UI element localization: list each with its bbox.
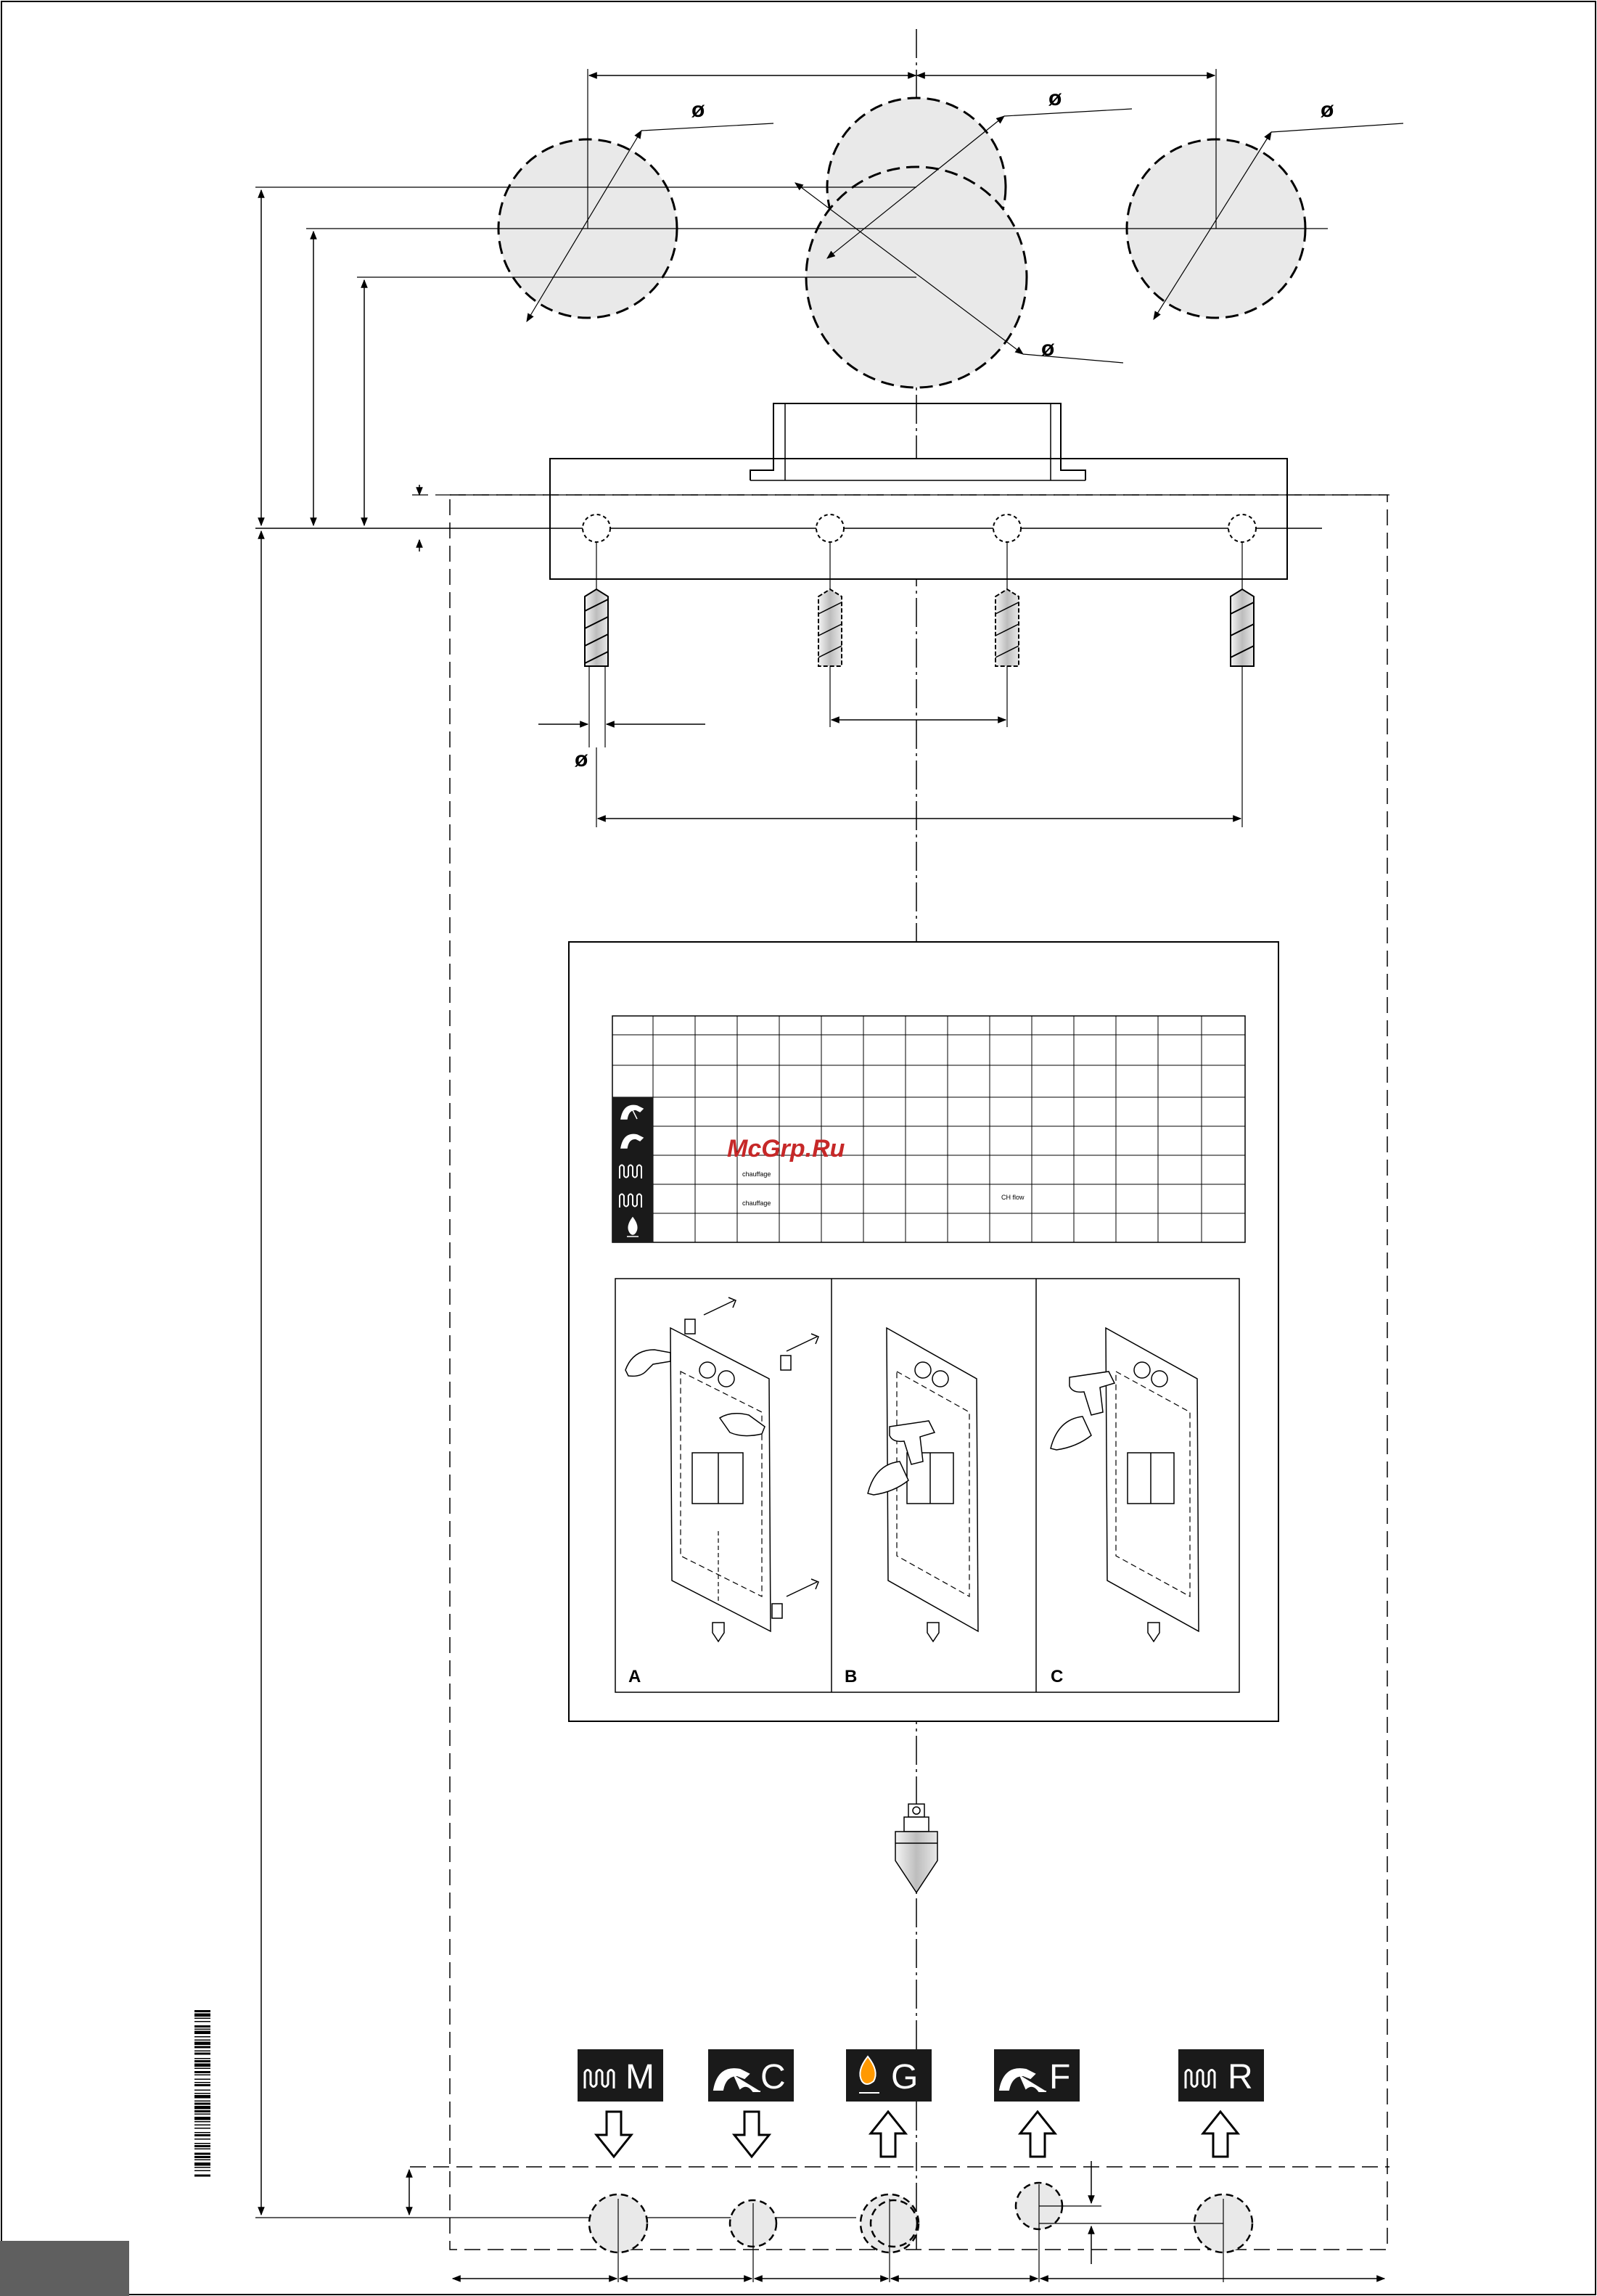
mounting-bracket [255,403,1322,579]
table-cell: chauffage [742,1170,771,1178]
connection-letter: F [1049,2058,1071,2096]
flue-outlets [255,69,1403,388]
connection-letter: C [760,2058,786,2096]
connection-letter: M [625,2058,654,2096]
arrow-up-icon [1020,2112,1055,2157]
table-cell: chauffage [742,1200,771,1207]
diameter-label: ø [1041,337,1055,361]
page-corner-tab [0,2241,129,2296]
diameter-label: ø [1048,86,1062,110]
fixing-hole [993,514,1021,542]
diameter-label: ø [1321,98,1334,122]
diameter-leader [1271,123,1403,132]
diameter-label: ø [575,747,588,771]
watermark: McGrp.Ru [727,1135,845,1163]
plumb-bob [895,1804,937,1893]
wall-plugs [538,542,1254,827]
barcode-icon [194,2010,210,2177]
instruction-panels [615,1279,1239,1692]
arrow-up-icon [1203,2112,1238,2157]
diameter-leader [641,123,773,131]
arrow-down-icon [596,2112,631,2157]
connection-icon-g [846,2049,932,2102]
diameter-label: ø [691,98,705,122]
connection-letter: R [1228,2058,1253,2096]
table-icons [612,1097,653,1242]
fixing-hole [583,514,610,542]
diameter-leader [1004,109,1132,116]
fixing-hole [1228,514,1256,542]
arrow-up-icon [871,2112,906,2157]
panel-letter: B [845,1667,858,1686]
connection-icons [578,2049,1264,2157]
fixing-hole [816,514,844,542]
bottom-connections [409,2161,1384,2282]
spec-table [612,1016,1245,1242]
panel-letter: C [1051,1667,1064,1686]
panel-letter: A [628,1667,641,1686]
diameter-leader [1023,354,1123,363]
table-cell: CH flow [1001,1194,1025,1201]
arrow-down-icon [734,2112,769,2157]
connection-letter: G [891,2058,919,2096]
